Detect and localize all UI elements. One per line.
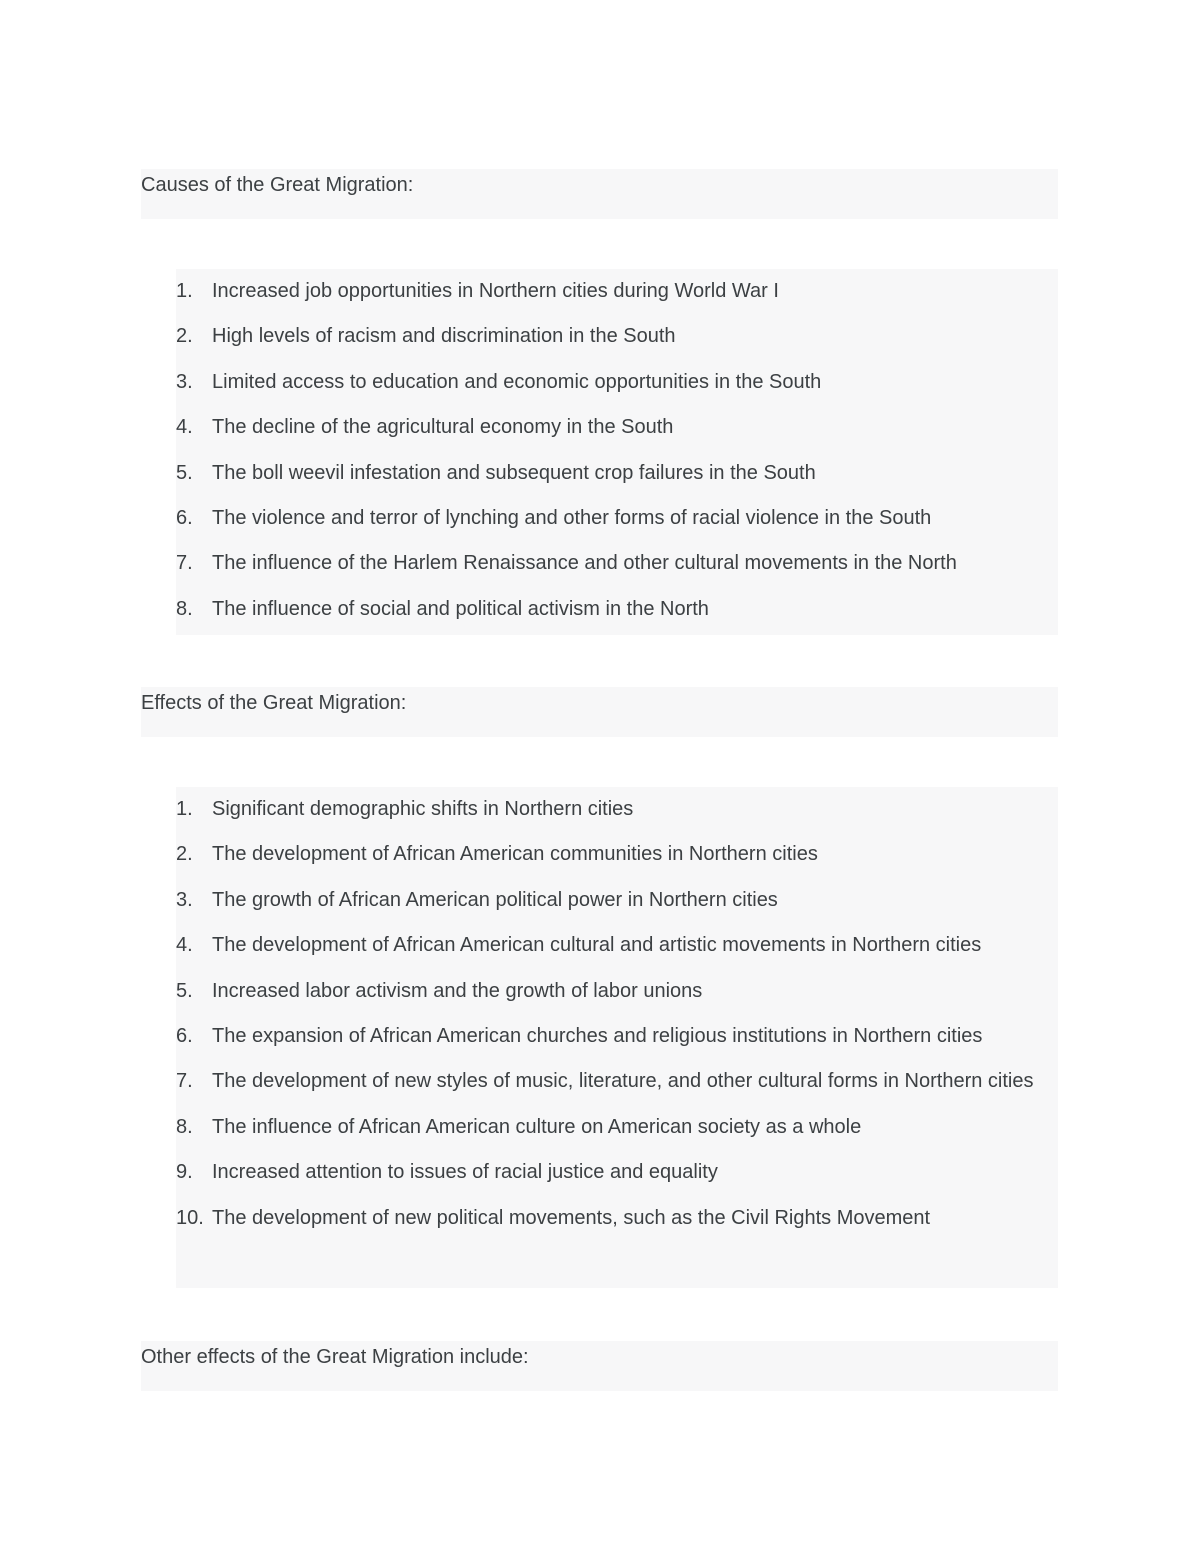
list-number: 8. — [176, 597, 193, 620]
list-text: The growth of African American political power in Northern cities — [212, 888, 778, 911]
list-item — [176, 587, 1058, 632]
list-text: The development of African American communities in Northern cities — [212, 843, 818, 866]
other-effects-heading-text: Other effects of the Great Migration include: — [141, 1346, 529, 1368]
causes-heading-text: Causes of the Great Migration: — [141, 174, 414, 196]
list-text: The influence of the Harlem Renaissance and other cultural movements in the North — [212, 552, 957, 575]
effects-list — [176, 787, 1058, 1288]
list-number: 5. — [176, 461, 193, 484]
list-number: 6. — [176, 1025, 193, 1048]
list-text: The development of new political movements, such as the Civil Rights Movement — [212, 1206, 931, 1229]
list-number: 2. — [176, 843, 193, 866]
list-number: 7. — [176, 1070, 193, 1093]
list-item — [176, 923, 1058, 968]
list-item — [176, 269, 1058, 314]
list-item — [176, 1059, 1058, 1104]
list-item — [176, 1150, 1058, 1195]
list-item — [176, 496, 1058, 541]
list-number: 2. — [176, 325, 193, 348]
list-item — [176, 787, 1058, 832]
list-item — [176, 1014, 1058, 1059]
list-item — [176, 360, 1058, 405]
list-text: High levels of racism and discrimination in the South — [212, 325, 676, 348]
list-number: 4. — [176, 416, 193, 439]
list-number: 9. — [176, 1161, 193, 1184]
list-item — [176, 541, 1058, 586]
list-text: The development of African American cultural and artistic movements in Northern cities — [212, 934, 982, 957]
list-item — [176, 832, 1058, 877]
list-number: 1. — [176, 798, 193, 820]
list-text: The decline of the agricultural economy in the South — [212, 416, 674, 439]
causes-heading — [141, 169, 1058, 219]
list-number: 10. — [176, 1206, 204, 1229]
list-text: Limited access to education and economic opportunities in the South — [212, 370, 822, 393]
causes-list — [176, 269, 1058, 635]
list-item — [176, 314, 1058, 359]
list-item — [176, 451, 1058, 496]
list-number: 6. — [176, 507, 193, 530]
list-text: Increased attention to issues of racial justice and equality — [212, 1161, 718, 1184]
list-text: The influence of African American culture on American society as a whole — [212, 1115, 862, 1138]
list-text: The violence and terror of lynching and other forms of racial violence in the South — [212, 507, 932, 530]
list-number: 3. — [176, 370, 193, 393]
list-text: Significant demographic shifts in Northern cities — [212, 798, 634, 820]
list-number: 5. — [176, 979, 193, 1002]
list-text: The development of new styles of music, literature, and other cultural forms in Northern cities — [212, 1070, 1034, 1093]
other-effects-heading — [141, 1341, 1058, 1391]
list-number: 7. — [176, 552, 193, 575]
list-number: 8. — [176, 1115, 193, 1138]
list-text: The influence of social and political activism in the North — [212, 597, 709, 620]
list-item — [176, 405, 1058, 450]
list-text: Increased labor activism and the growth of labor unions — [212, 979, 703, 1002]
list-text: The boll weevil infestation and subsequent crop failures in the South — [212, 461, 816, 484]
effects-heading — [141, 687, 1058, 737]
list-item — [176, 969, 1058, 1014]
list-text: The expansion of African American churches and religious institutions in Northern cities — [212, 1025, 983, 1048]
list-item — [176, 1196, 1058, 1241]
list-number: 3. — [176, 888, 193, 911]
list-item — [176, 1105, 1058, 1150]
list-item — [176, 878, 1058, 923]
list-number: 4. — [176, 934, 193, 957]
effects-heading-text: Effects of the Great Migration: — [141, 692, 407, 714]
list-text: Increased job opportunities in Northern cities during World War I — [212, 280, 779, 302]
list-number: 1. — [176, 280, 193, 302]
